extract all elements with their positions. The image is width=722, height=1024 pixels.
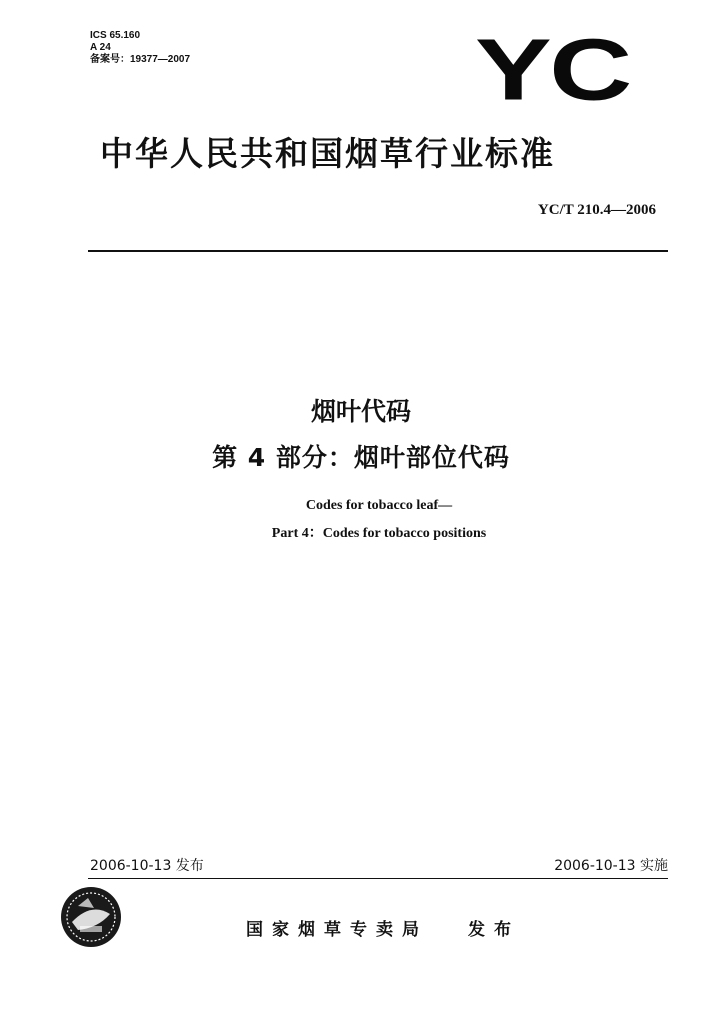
standard-organization: 中华人民共和国烟草行业标准: [100, 134, 555, 173]
footer-divider: [88, 878, 668, 879]
standard-number: YC/T 210.4—2006: [537, 202, 656, 218]
record-number: 备案号：19377—2007: [90, 54, 191, 65]
emblem-icon: [58, 884, 124, 950]
publisher-name: 国家烟草专卖局: [246, 920, 428, 940]
issue-date: 2006-10-13 发布: [90, 858, 204, 874]
implementation-date: 2006-10-13 实施: [554, 858, 668, 874]
title-chinese-main: 烟叶代码: [310, 397, 411, 426]
header-divider: [88, 250, 668, 252]
yc-logo: YC: [475, 21, 630, 119]
classification-code: A 24: [90, 42, 111, 53]
title-english-part: Part 4：Codes for tobacco positions: [271, 526, 487, 541]
ics-code: ICS 65.160: [90, 30, 141, 41]
title-chinese-part: 第 4 部分：烟叶部位代码: [212, 443, 510, 472]
title-english-main: Codes for tobacco leaf—: [305, 498, 453, 513]
publish-label: 发布: [468, 920, 520, 940]
